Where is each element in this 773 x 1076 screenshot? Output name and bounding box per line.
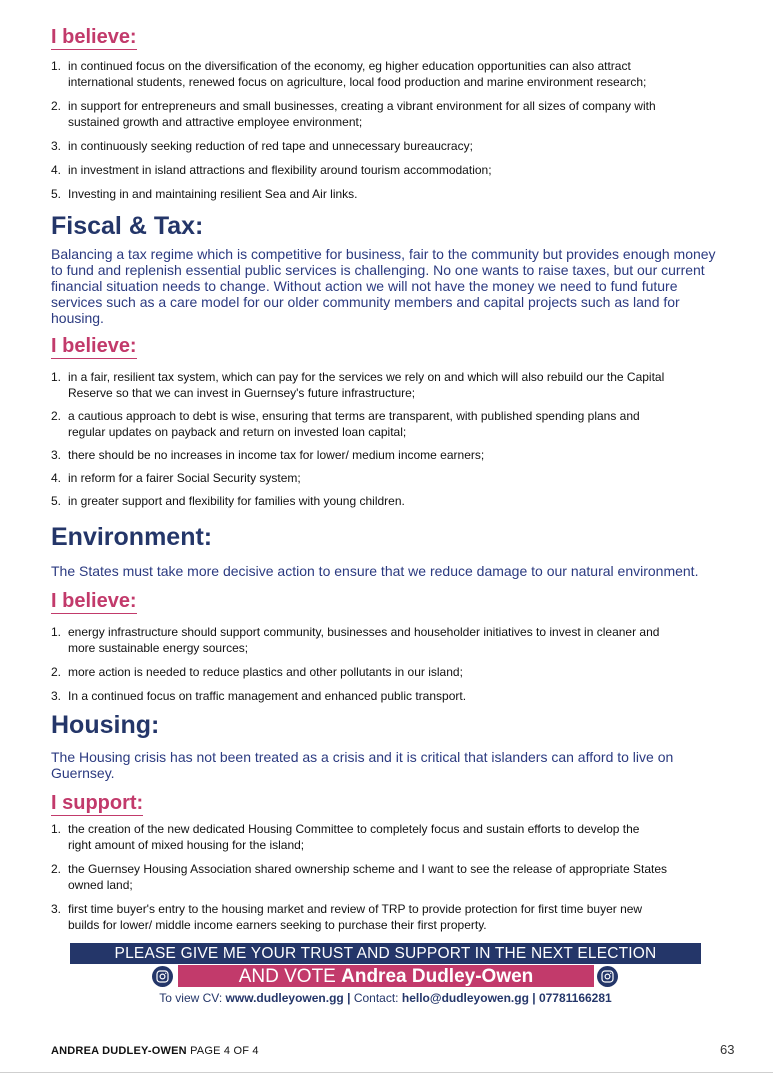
list-item-number: 2. — [51, 665, 62, 679]
list-item — [51, 901, 716, 933]
environment-heading: Environment: — [51, 523, 213, 551]
separator: | — [532, 991, 536, 1005]
list-item — [51, 664, 716, 680]
list-item — [51, 861, 716, 893]
list-item-number: 3. — [51, 689, 62, 703]
housing-support-list — [51, 821, 716, 933]
list-item-line: owned land; — [68, 878, 133, 892]
list-item-line: the Guernsey Housing Association shared ownership scheme and I want to see the release of appropriate States — [68, 862, 668, 876]
list-item-line: builds for lower/ middle income earners seeking to purchase their first property. — [68, 918, 487, 932]
list-item — [51, 624, 716, 656]
list-item-line: in reform for a fairer Social Security system; — [68, 471, 301, 485]
list-item — [51, 447, 716, 463]
environment-belief-list — [51, 624, 716, 704]
instagram-icon-glyph — [601, 970, 614, 983]
environment-intro: The States must take more decisive action to ensure that we reduce damage to our natural environment. — [51, 563, 699, 579]
contact-label: Contact: — [353, 991, 399, 1005]
list-item-line: in a fair, resilient tax system, which can pay for the services we rely on and which will also rebuild our the Capital — [68, 370, 665, 384]
list-item-number: 3. — [51, 448, 62, 462]
fiscal-belief-list — [51, 369, 716, 509]
fiscal-intro: Balancing a tax regime which is competitive for business, fair to the community but provides enough money to fund and replenish essential public services is challenging. No one wants to raise taxes, but our current financial situation needs to change. Without action we will not have the money we need to fund future services such as a care model for our older community members and capital projects such as land for housing. — [51, 246, 716, 326]
vote-prefix: AND VOTE — [238, 966, 336, 987]
list-item-line: more action is needed to reduce plastics and other pollutants in our island; — [68, 665, 463, 679]
list-item-line: regular updates on payback and return on invested loan capital; — [68, 425, 407, 439]
list-item-line: there should be no increases in income tax for lower/ medium income earners; — [68, 448, 485, 462]
cv-link[interactable]: www.dudleyowen.gg — [225, 991, 344, 1005]
list-item-line: In a continued focus on traffic management and enhanced public transport. — [68, 689, 467, 703]
list-item — [51, 162, 716, 178]
economy-believe-label: I believe: — [51, 26, 137, 48]
list-item-line: in greater support and flexibility for families with young children. — [68, 494, 405, 508]
list-item-number: 1. — [51, 822, 62, 836]
list-item — [51, 58, 716, 90]
list-item-line: first time buyer's entry to the housing market and review of TRP to provide protection for first time buyer new — [68, 902, 643, 916]
list-item-number: 2. — [51, 409, 62, 423]
list-item-line: right amount of mixed housing for the island; — [68, 838, 305, 852]
list-item-number: 4. — [51, 471, 62, 485]
list-item-number: 2. — [51, 862, 62, 876]
list-item-line: the creation of the new dedicated Housing Committee to completely focus and sustain efforts to develop the — [68, 822, 640, 836]
page-number: 63 — [720, 1042, 735, 1057]
list-item-number: 3. — [51, 139, 62, 153]
phone-number[interactable]: 07781166281 — [538, 991, 612, 1005]
footer-author-name: ANDREA DUDLEY-OWEN — [51, 1045, 187, 1057]
housing-intro: The Housing crisis has not been treated as a crisis and it is critical that islanders can afford to live on Guernsey. — [51, 749, 674, 781]
trust-banner: PLEASE GIVE ME YOUR TRUST AND SUPPORT IN THE NEXT ELECTION — [70, 943, 701, 964]
instagram-icon-glyph — [156, 970, 169, 983]
footer-author — [51, 1045, 259, 1057]
list-item-line: more sustainable energy sources; — [68, 641, 249, 655]
list-item-number: 2. — [51, 99, 62, 113]
housing-heading: Housing: — [51, 711, 160, 739]
list-item-line: Reserve so that we can invest in Guernsey's future infrastructure; — [68, 386, 416, 400]
candidate-name: Andrea Dudley-Owen — [341, 966, 534, 987]
separator: | — [347, 991, 351, 1005]
list-item-line: energy infrastructure should support community, businesses and householder initiatives to invest in cleaner and — [68, 625, 660, 639]
list-item-line: a cautious approach to debt is wise, ensuring that terms are transparent, with published spending plans and — [68, 409, 640, 423]
instagram-icon[interactable] — [597, 966, 618, 987]
list-item-line: in support for entrepreneurs and small businesses, creating a vibrant environment for all sizes of company with — [68, 99, 656, 113]
list-item — [51, 688, 716, 704]
list-item — [51, 98, 716, 130]
email-link[interactable]: hello@dudleyowen.gg — [401, 991, 529, 1005]
list-item-line: in continued focus on the diversification of the economy, eg higher education opportunities can also attract — [68, 59, 631, 73]
footer-divider — [0, 1072, 773, 1073]
list-item-line: in continuously seeking reduction of red tape and unnecessary bureaucracy; — [68, 139, 473, 153]
economy-belief-list — [51, 58, 716, 202]
list-item — [51, 493, 716, 509]
environment-believe-label: I believe: — [51, 590, 137, 612]
list-item-line: sustained growth and attractive employee environment; — [68, 115, 363, 129]
list-item-number: 1. — [51, 370, 62, 384]
housing-support-label: I support: — [51, 792, 144, 814]
list-item — [51, 369, 716, 401]
footer-page-label: PAGE 4 OF 4 — [190, 1045, 259, 1057]
fiscal-heading: Fiscal & Tax: — [51, 212, 204, 240]
list-item — [51, 408, 716, 440]
list-item — [51, 186, 716, 202]
list-item-number: 1. — [51, 59, 62, 73]
cv-label: To view CV: — [159, 991, 223, 1005]
list-item-number: 1. — [51, 625, 62, 639]
list-item-line: in investment in island attractions and flexibility around tourism accommodation; — [68, 163, 492, 177]
list-item — [51, 470, 716, 486]
vote-banner — [178, 965, 594, 987]
list-item-number: 5. — [51, 494, 62, 508]
instagram-icon[interactable] — [152, 966, 173, 987]
list-item-number: 3. — [51, 902, 62, 916]
list-item-number: 4. — [51, 163, 62, 177]
fiscal-believe-label: I believe: — [51, 335, 137, 357]
contact-line — [70, 990, 701, 1006]
list-item — [51, 138, 716, 154]
list-item — [51, 821, 716, 853]
list-item-number: 5. — [51, 187, 62, 201]
list-item-line: international students, renewed focus on agriculture, local food production and marine environment research; — [68, 75, 647, 89]
list-item-line: Investing in and maintaining resilient Sea and Air links. — [68, 187, 358, 201]
